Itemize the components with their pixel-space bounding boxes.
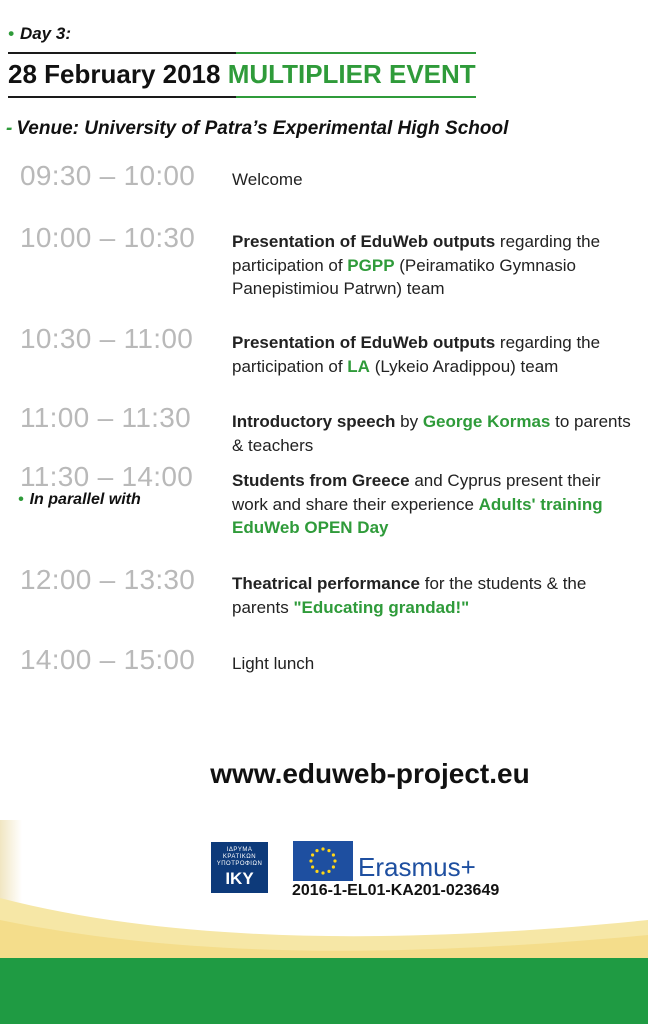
iky-wordmark: IKY [225, 869, 254, 888]
schedule-time: 10:00 – 10:30 [20, 222, 196, 253]
iky-subtitle: ΙΔΡΥΜΑ ΚΡΑΤΙΚΩΝ ΥΠΟΤΡΟΦΙΩΝ [216, 847, 263, 867]
schedule-description [232, 410, 632, 457]
schedule-description [232, 572, 632, 619]
description-segment: to parents & teachers [232, 412, 631, 455]
description-segment: for the students & the parents [232, 574, 587, 617]
eu-star [333, 859, 336, 862]
divider-top [8, 52, 476, 54]
schedule-description [232, 168, 632, 192]
schedule-time: 11:30 – 14:00 [20, 461, 194, 492]
description-segment: George Kormas [422, 412, 551, 431]
venue-text: Venue: University of Patra’s Experimental High School [16, 118, 509, 139]
eu-star [321, 871, 324, 874]
eu-star [315, 870, 318, 873]
bullet-icon: • [18, 491, 24, 508]
schedule-description [232, 469, 632, 540]
eu-star [327, 870, 330, 873]
description-segment: "Educating grandad!" [293, 597, 470, 617]
eu-star [311, 853, 314, 856]
description-segment: by [395, 412, 423, 431]
description-segment: regarding the participation of [232, 333, 601, 376]
schedule-time: 14:00 – 15:00 [20, 644, 196, 675]
description-segment: Adults' training EduWeb OPEN Day [232, 494, 603, 537]
description-segment: and Cyprus present their work and share their experience [232, 471, 601, 514]
eu-star [309, 859, 312, 862]
schedule-description [232, 331, 632, 378]
schedule-time: 11:00 – 11:30 [20, 402, 192, 433]
eu-star [321, 847, 324, 850]
description-segment: Presentation of EduWeb outputs [232, 333, 496, 352]
description-segment: (Peiramatiko Gymnasio Panepistimiou Patrwn) team [232, 255, 576, 298]
day-label [8, 24, 71, 44]
description-segment: PGPP [347, 255, 395, 275]
event-name: MULTIPLIER EVENT [227, 59, 476, 89]
description-segment: regarding the participation of [232, 232, 601, 275]
project-code: 2016-1-EL01-KA201-023649 [292, 882, 500, 899]
eu-star [311, 865, 314, 868]
erasmus-logo: Erasmus+ [358, 852, 476, 882]
schedule-description [232, 652, 632, 676]
description-segment: (Lykeio Aradippou) team [369, 356, 559, 376]
schedule-time: 09:30 – 10:00 [20, 160, 196, 191]
eu-star [332, 853, 335, 856]
description-segment: Presentation of EduWeb outputs [232, 232, 496, 251]
eu-flag-icon [293, 841, 353, 881]
description-segment: LA [347, 356, 370, 376]
decorative-wave [0, 880, 648, 970]
venue-line: - Venue: University of Patra’s Experimental High School [6, 118, 509, 139]
day-label-text: Day 3: [19, 24, 71, 43]
description-segment: Welcome [232, 170, 303, 189]
event-date: 28 February 2018 [8, 59, 221, 89]
schedule-time: 10:30 – 11:00 [20, 323, 194, 354]
schedule-time: 12:00 – 13:30 [20, 564, 196, 595]
description-segment: Light lunch [232, 654, 315, 673]
parallel-note-text: In parallel with [29, 491, 141, 508]
eu-star [332, 865, 335, 868]
event-heading [8, 59, 476, 90]
description-segment: Students from Greece [232, 471, 410, 490]
description-segment: Theatrical performance [232, 574, 421, 593]
bullet-icon: • [8, 24, 14, 43]
divider-bottom [8, 96, 476, 98]
eu-star [315, 849, 318, 852]
schedule-description [232, 230, 632, 301]
description-segment: Introductory speech [232, 412, 396, 431]
website-link[interactable]: www.eduweb-project.eu [210, 758, 530, 789]
eu-star [327, 849, 330, 852]
parallel-note [18, 491, 141, 509]
footer-band [0, 958, 648, 1024]
